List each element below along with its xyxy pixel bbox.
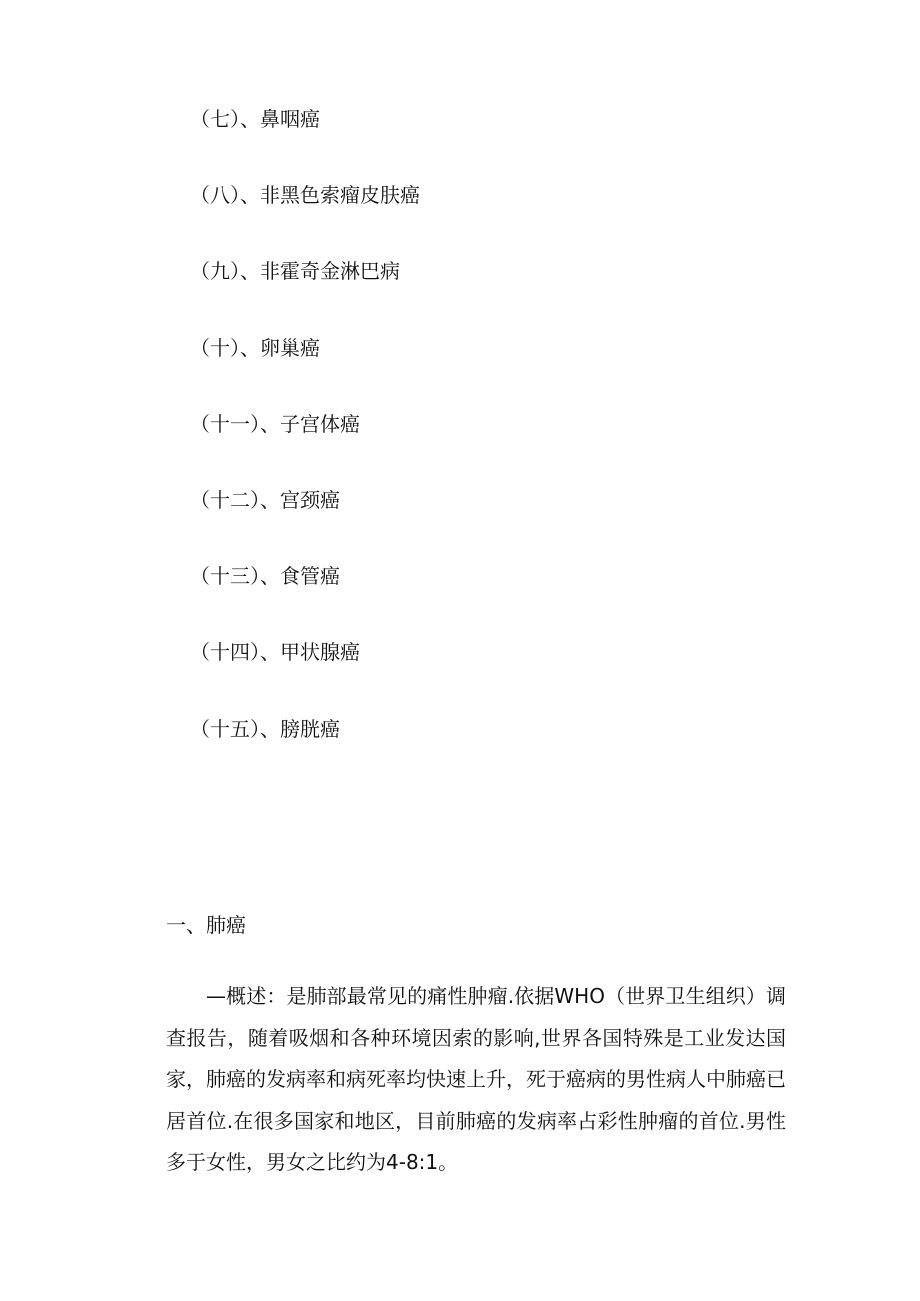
section-heading: 一、肺癌 [166, 913, 246, 937]
list-item: （十四）、甲状腺癌 [190, 640, 360, 665]
list-item: （十）、卵巢癌 [190, 335, 320, 360]
list-item: （十五）、膀胱癌 [190, 716, 340, 741]
list-item: （八）、非黑色索瘤皮肤癌 [190, 183, 420, 208]
overview-paragraph: —概述：是肺部最常见的痛性肿瘤.依据WHO（世界卫生组织）调查报告，随着吸烟和各种环境因索的影响,世界各国特殊是工业发达国家，肺癌的发病率和病死率均快速上升，死于癌病的男性病人中肺癌已居首位.在很多国家和地区，目前肺癌的发病率占彩性肿瘤的首位.男性多于女性，男女之比约为4-8:1。 [166, 984, 786, 1174]
list-item: （十一）、子宫体癌 [190, 411, 360, 436]
list-item: （十三）、食管癌 [190, 564, 340, 589]
list-item: （十二）、宫颈癌 [190, 487, 340, 512]
list-item: （九）、非霍奇金淋巴病 [190, 259, 400, 284]
list-item: （七）、鼻咽癌 [190, 107, 320, 131]
cancer-type-list [190, 104, 420, 790]
